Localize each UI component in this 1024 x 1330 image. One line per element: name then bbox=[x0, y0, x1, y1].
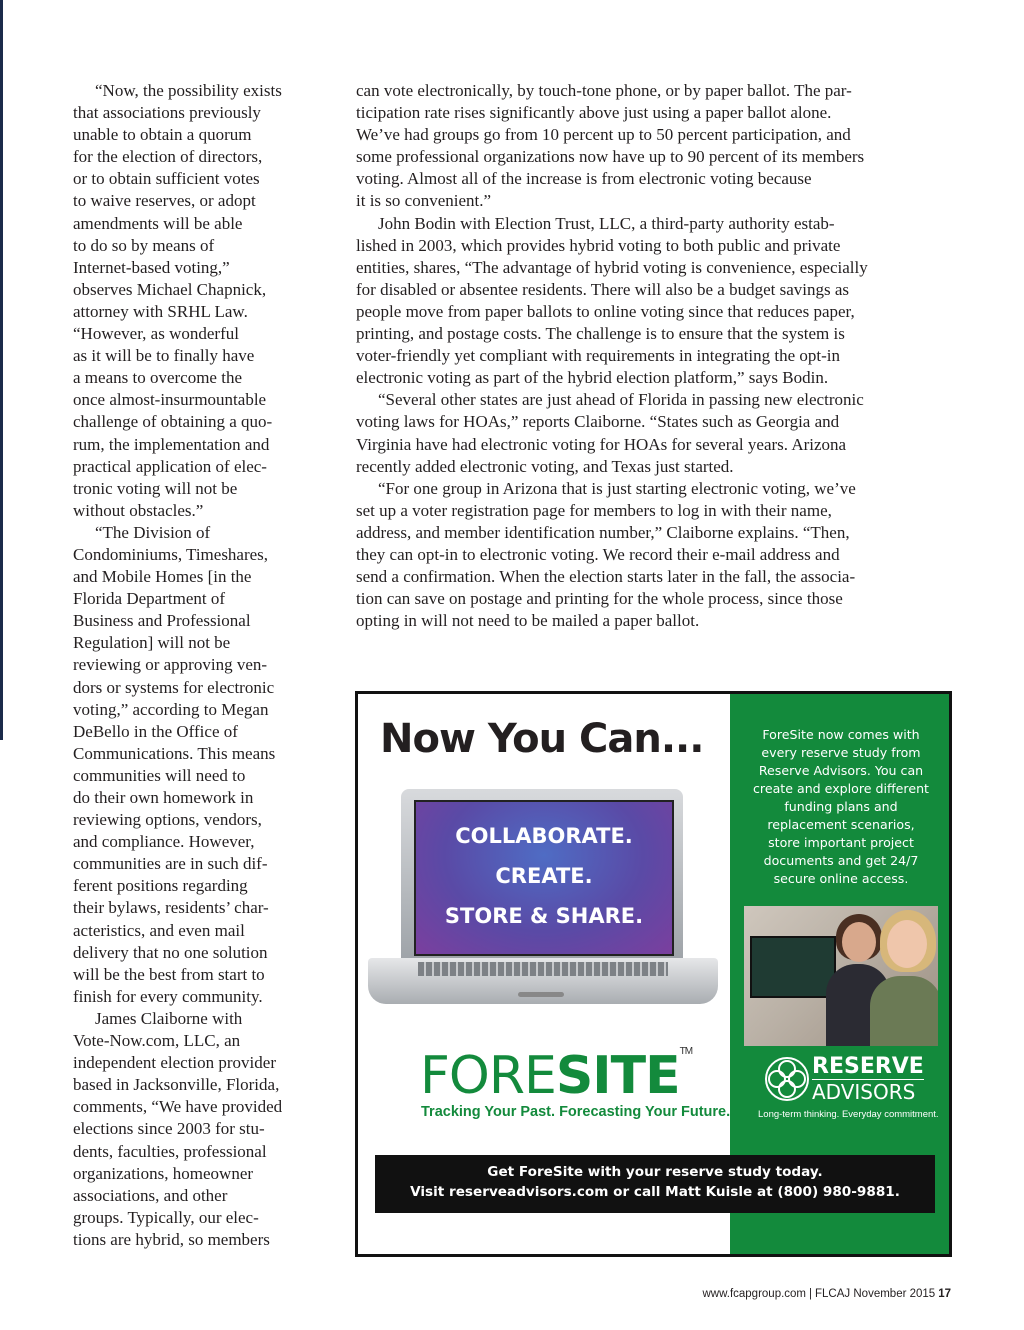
text-line: rum, the implementation and bbox=[73, 434, 270, 454]
reserve-advisors-emblem-icon bbox=[765, 1057, 809, 1101]
text-line: Vote-Now.com, LLC, an bbox=[73, 1031, 241, 1051]
paragraph bbox=[356, 213, 922, 390]
text-line: without obstacles.” bbox=[73, 500, 204, 520]
paragraph bbox=[356, 389, 922, 477]
green-panel-line: every reserve study from bbox=[761, 745, 921, 760]
text-line: once almost-insurmountable bbox=[73, 390, 267, 410]
laptop-notch bbox=[518, 992, 564, 997]
trademark-mark: TM bbox=[679, 1046, 693, 1057]
text-line: “For one group in Arizona that is just starting electronic voting, we’ve bbox=[378, 478, 856, 498]
text-line: do their own homework in bbox=[73, 788, 254, 807]
text-line: DeBello in the Office of bbox=[73, 721, 238, 741]
text-line: Internet-based voting,” bbox=[73, 257, 230, 277]
screen-line-store-share: STORE & SHARE. bbox=[444, 904, 644, 928]
text-line: some professional organizations now have up to 90 percent of its members bbox=[356, 147, 865, 167]
green-panel-text bbox=[738, 726, 944, 888]
text-line: voting laws for HOAs,” reports Claiborne. “States such as Georgia and bbox=[356, 412, 840, 432]
text-line: a means to overcome the bbox=[73, 368, 242, 388]
text-line: that associations previously bbox=[73, 103, 261, 123]
text-line: delivery that no one solution bbox=[73, 942, 268, 962]
text-line: address, and member identification number,” Claiborne explains. “Then, bbox=[356, 522, 850, 542]
foresite-advertisement[interactable] bbox=[355, 691, 952, 1257]
text-line: communities are in such dif- bbox=[73, 854, 268, 874]
text-line: electronic voting as part of the hybrid election platform,” says Bodin. bbox=[356, 368, 829, 388]
paragraph bbox=[356, 478, 922, 633]
text-line: or to obtain sufficient votes bbox=[73, 169, 260, 189]
text-line: elections since 2003 for stu- bbox=[73, 1119, 265, 1139]
text-line: voter-friendly yet compliant with requirements in integrating the opt-in bbox=[356, 346, 841, 366]
text-line: We’ve had groups go from 10 percent up to 50 percent participation, and bbox=[356, 125, 851, 145]
text-line: Communications. This means bbox=[73, 743, 276, 763]
page-footer: www.fcapgroup.com | FLCAJ November 2015 17 bbox=[702, 1288, 951, 1300]
page-edge-bar bbox=[0, 0, 3, 740]
text-line: finish for every community. bbox=[73, 986, 263, 1006]
text-line: recently added electronic voting, and Texas just started. bbox=[356, 456, 734, 476]
text-line: amendments will be able bbox=[73, 213, 243, 233]
text-line: ticipation rate rises significantly above just using a paper ballot alone. bbox=[356, 103, 832, 123]
footer-publication: FLCAJ bbox=[815, 1288, 851, 1300]
laptop-screen bbox=[414, 800, 674, 956]
text-line: dors or systems for electronic bbox=[73, 677, 275, 697]
text-line: comments, “We have provided bbox=[73, 1097, 283, 1117]
text-line: they can opt-in to electronic voting. We record their e-mail address and bbox=[356, 544, 840, 564]
text-line: send a confirmation. When the election starts later in the fall, the associa- bbox=[356, 567, 856, 587]
text-line: to waive reserves, or adopt bbox=[73, 191, 256, 211]
person-right-body bbox=[870, 976, 938, 1046]
text-line: people move from paper ballots to online voting since that reduces paper, bbox=[356, 301, 855, 321]
green-panel-line: create and explore different bbox=[753, 781, 929, 796]
text-line: attorney with SRHL Law. bbox=[73, 301, 248, 321]
text-line: for disabled or absentee residents. There will also be a budget savings as bbox=[356, 279, 850, 299]
text-line: reviewing options, vendors, bbox=[73, 810, 262, 830]
right-text-column bbox=[356, 80, 922, 632]
text-line: it is so convenient.” bbox=[356, 191, 492, 211]
text-line: James Claiborne with bbox=[95, 1008, 243, 1028]
text-line: and Mobile Homes [in the bbox=[73, 567, 252, 587]
text-line: Condominiums, Timeshares, bbox=[73, 544, 269, 564]
foresite-tagline: Tracking Your Past. Forecasting Your Future. bbox=[421, 1104, 731, 1120]
text-line: dents, faculties, professional bbox=[73, 1141, 267, 1161]
text-line: set up a voter registration page for members to log in with their name, bbox=[356, 500, 832, 520]
ad-headline: Now You Can... bbox=[380, 716, 704, 762]
text-line: lished in 2003, which provides hybrid voting to both public and private bbox=[356, 235, 841, 255]
text-line: Business and Professional bbox=[73, 611, 251, 631]
laptop-keyboard bbox=[418, 962, 668, 976]
text-line: for the election of directors, bbox=[73, 147, 263, 167]
left-text-column bbox=[73, 80, 305, 1251]
text-line: “Several other states are just ahead of Florida in passing new electronic bbox=[378, 390, 864, 410]
text-line: tion can save on postage and printing for the whole process, since those bbox=[356, 589, 843, 609]
text-line: “However, as wonderful bbox=[73, 324, 239, 344]
green-panel-line: replacement scenarios, bbox=[767, 817, 915, 832]
paragraph bbox=[73, 522, 305, 1008]
text-line: to do so by means of bbox=[73, 235, 215, 255]
green-panel-line: documents and get 24/7 bbox=[763, 853, 919, 868]
text-line: their bylaws, residents’ char- bbox=[73, 898, 269, 918]
foresite-logo bbox=[420, 1046, 692, 1106]
text-line: can vote electronically, by touch-tone phone, or by paper ballot. The par- bbox=[356, 81, 852, 100]
text-line: as it will be to finally have bbox=[73, 346, 255, 366]
text-line: will be the best from start to bbox=[73, 964, 265, 984]
banner-line-1: Get ForeSite with your reserve study today. bbox=[487, 1164, 823, 1180]
banner-line-2: Visit reserveadvisors.com or call Matt Kuisle at (800) 980-9881. bbox=[410, 1184, 900, 1200]
green-panel-line: ForeSite now comes with bbox=[762, 727, 920, 742]
text-line: voting,” according to Megan bbox=[73, 699, 269, 719]
text-line: independent election provider bbox=[73, 1053, 276, 1073]
text-line: Virginia have had electronic voting for HOAs for several years. Arizona bbox=[356, 434, 847, 454]
paragraph bbox=[356, 80, 922, 213]
text-line: and compliance. However, bbox=[73, 832, 255, 852]
foresite-logo-bold: SITE bbox=[555, 1046, 680, 1106]
text-line: entities, shares, “The advantage of hybrid voting is convenience, especially bbox=[356, 257, 868, 277]
green-panel-line: store important project bbox=[768, 835, 914, 850]
text-line: voting. Almost all of the increase is from electronic voting because bbox=[356, 169, 812, 189]
reserve-advisors-name-bottom: ADVISORS bbox=[812, 1080, 916, 1104]
paragraph bbox=[73, 80, 305, 522]
text-line: “Now, the possibility exists bbox=[95, 81, 282, 100]
text-line: based in Jacksonville, Florida, bbox=[73, 1075, 280, 1095]
text-line: reviewing or approving ven- bbox=[73, 655, 268, 675]
green-panel-line: Reserve Advisors. You can bbox=[758, 763, 924, 778]
reserve-advisors-tagline: Long-term thinking. Everyday commitment. bbox=[758, 1109, 939, 1120]
text-line: unable to obtain a quorum bbox=[73, 125, 252, 145]
text-line: acteristics, and even mail bbox=[73, 920, 245, 940]
ad-call-to-action-banner[interactable] bbox=[375, 1155, 935, 1213]
text-line: opting in will not need to be mailed a paper ballot. bbox=[356, 611, 700, 631]
text-line: tronic voting will not be bbox=[73, 478, 238, 498]
advisors-photo bbox=[744, 906, 938, 1046]
text-line: associations, and other bbox=[73, 1185, 228, 1205]
text-line: tions are hybrid, so members bbox=[73, 1229, 270, 1249]
text-line: groups. Typically, our elec- bbox=[73, 1207, 259, 1227]
paragraph bbox=[73, 1008, 305, 1251]
text-line: communities will need to bbox=[73, 765, 246, 785]
foresite-logo-light: FORE bbox=[420, 1046, 556, 1106]
monitor-shape bbox=[750, 936, 836, 998]
page-number: 17 bbox=[938, 1288, 951, 1300]
text-line: challenge of obtaining a quo- bbox=[73, 412, 273, 432]
person-right-face bbox=[887, 920, 927, 968]
text-line: observes Michael Chapnick, bbox=[73, 279, 267, 299]
text-line: John Bodin with Election Trust, LLC, a third-party authority estab- bbox=[378, 213, 835, 233]
text-line: practical application of elec- bbox=[73, 456, 267, 476]
text-line: organizations, homeowner bbox=[73, 1163, 254, 1183]
green-panel-line: secure online access. bbox=[773, 871, 909, 886]
text-line: Regulation] will not be bbox=[73, 633, 231, 653]
screen-line-create: CREATE. bbox=[495, 864, 593, 888]
text-line: Florida Department of bbox=[73, 589, 226, 609]
footer-issue: November 2015 bbox=[853, 1288, 936, 1300]
footer-website[interactable]: www.fcapgroup.com bbox=[702, 1288, 807, 1300]
green-panel-line: funding plans and bbox=[784, 799, 898, 814]
text-line: ferent positions regarding bbox=[73, 876, 248, 896]
text-line: “The Division of bbox=[95, 522, 211, 542]
text-line: printing, and postage costs. The challenge is to ensure that the system is bbox=[356, 324, 845, 344]
person-left-face bbox=[842, 922, 876, 962]
reserve-advisors-name-top: RESERVE bbox=[812, 1054, 924, 1079]
screen-line-collaborate: COLLABORATE. bbox=[455, 824, 633, 848]
